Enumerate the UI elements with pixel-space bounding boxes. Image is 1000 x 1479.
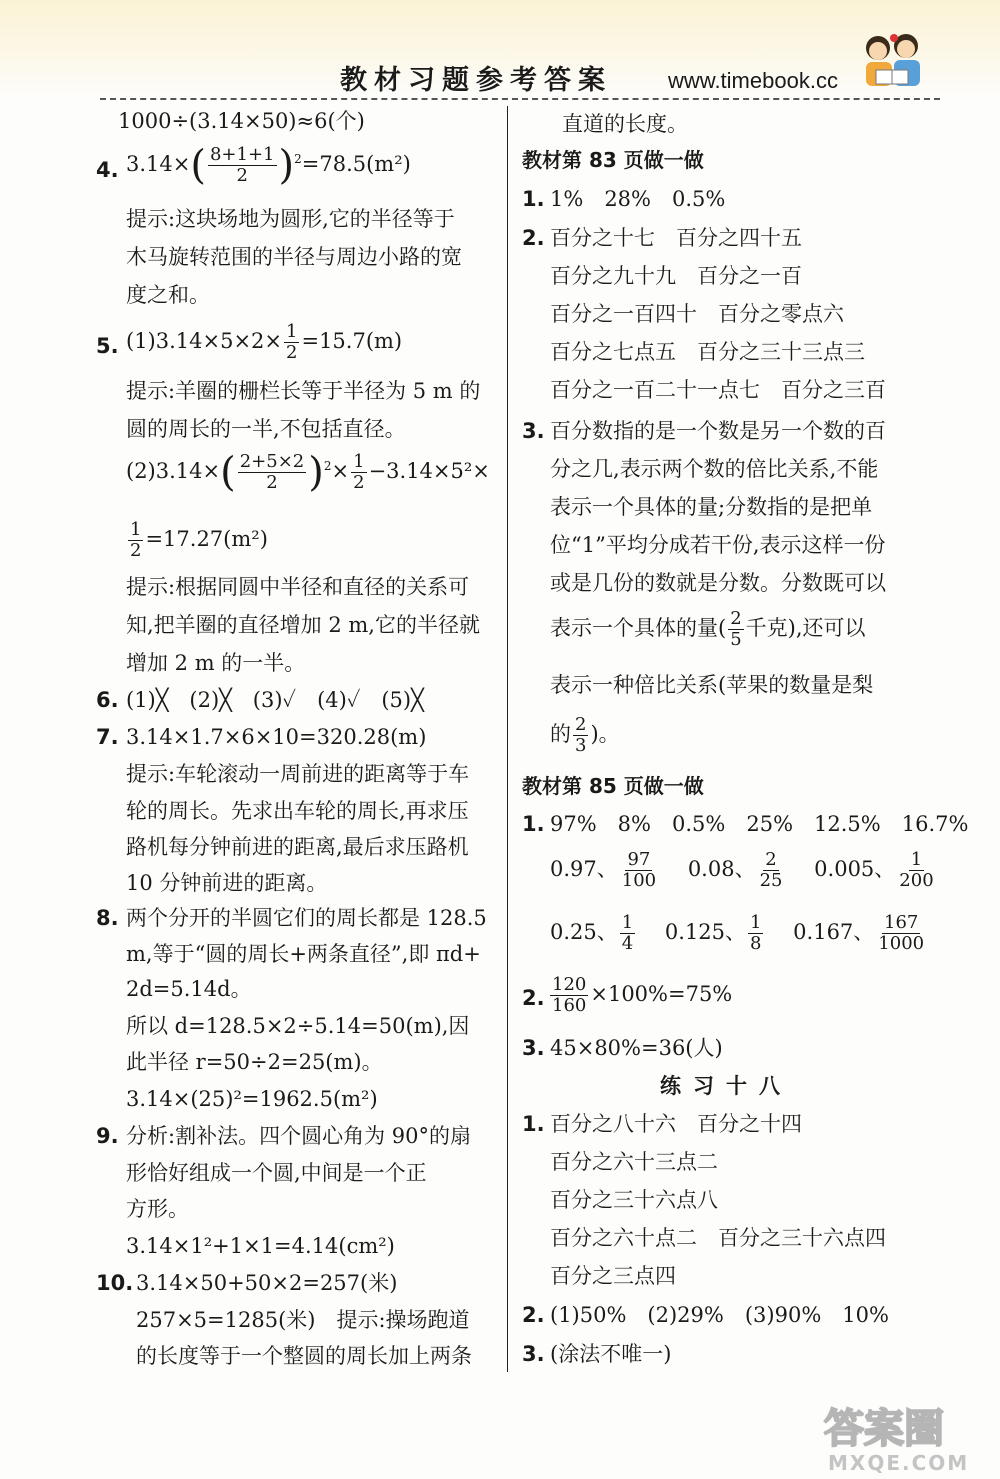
column-divider <box>507 106 508 1372</box>
e1-line: 百分之八十六 百分之十四 <box>550 1112 802 1136</box>
section-heading-p85: 教材第 85 页做一做 <box>522 774 704 798</box>
exercise-18-title: 练习十八 <box>660 1074 792 1098</box>
q5-hint-line: 圆的周长的一半,不包括直径。 <box>126 417 406 441</box>
q8-number: 8. <box>96 906 119 930</box>
q8-line: 所以 d=128.5×2÷5.14=50(m),因 <box>126 1014 470 1038</box>
r2-line: 百分之一百四十 百分之零点六 <box>550 302 844 326</box>
q5-hint-line: 提示:羊圈的栅栏长等于半径为 5 m 的 <box>126 379 481 403</box>
q7-number: 7. <box>96 725 119 749</box>
e2-number: 2. <box>522 1303 545 1327</box>
q10-line: 3.14×50+50×2=257(米) <box>136 1271 398 1295</box>
r2-line: 百分之一百二十一点七 百分之三百 <box>550 378 886 402</box>
watermark-logo <box>818 1398 993 1476</box>
r3-line: 表示一个具体的量;分数指的是把单 <box>550 495 873 519</box>
q8-line: 此半径 r=50÷2=25(m)。 <box>126 1050 383 1074</box>
q10-line: 257×5=1285(米) 提示:操场跑道 <box>136 1308 470 1332</box>
s1-percents: 97% 8% 0.5% 25% 12.5% 16.7% <box>550 812 969 836</box>
continuation-line: 直道的长度。 <box>562 112 688 136</box>
q6-answers: (1)╳ (2)╳ (3)✓ (4)✓ (5)╳ <box>126 688 424 712</box>
r2-line: 百分之七点五 百分之三十三点三 <box>550 340 865 364</box>
q9-number: 9. <box>96 1124 119 1148</box>
q6-number: 6. <box>96 688 119 712</box>
r1-answers: 1% 28% 0.5% <box>550 187 726 211</box>
r3-line: 分之几,表示两个数的倍比关系,不能 <box>550 457 879 481</box>
q5-hint-line: 提示:根据同圆中半径和直径的关系可 <box>126 575 470 599</box>
watermark-domain: MXQE.COM <box>828 1451 970 1475</box>
q5-hint-line: 增加 2 m 的一半。 <box>126 651 306 675</box>
r2-line: 百分之十七 百分之四十五 <box>550 226 802 250</box>
q10-number: 10. <box>96 1271 134 1295</box>
q9-line: 方形。 <box>126 1197 189 1221</box>
r3-line: 位“1”平均分成若干份,表示这样一份 <box>550 533 886 557</box>
s3-formula: 45×80%=36(人) <box>550 1036 723 1060</box>
q5-part1-formula: (1)3.14×5×2× $\frac{1}{2}$ =15.7(m) <box>126 321 403 363</box>
q5-number: 5. <box>96 334 119 358</box>
e1-line: 百分之六十三点二 <box>550 1150 718 1174</box>
q8-line: 2d=5.14d。 <box>126 977 252 1001</box>
e1-line: 百分之三点四 <box>550 1264 676 1288</box>
watermark-text: 答案圈 <box>824 1406 944 1452</box>
page-header-title: 教材习题参考答案 <box>340 65 612 96</box>
q7-hint-line: 轮的周长。先求出车轮的周长,再求压 <box>126 799 469 823</box>
q4-hint-line: 度之和。 <box>126 283 210 307</box>
s2-formula: $\frac{120}{160}$ ×100%=75% <box>552 974 733 1016</box>
r1-number: 1. <box>522 187 545 211</box>
q10-line: 的长度等于一个整圆的周长加上两条 <box>136 1344 472 1368</box>
q5-part2-result: $\frac{1}{2}$ =17.27(m²) <box>130 519 268 561</box>
q8-line: 两个分开的半圆它们的周长都是 128.5 <box>126 906 487 930</box>
s3-number: 3. <box>522 1036 545 1060</box>
e3-note: (涂法不唯一) <box>550 1342 672 1366</box>
section-heading-p83: 教材第 83 页做一做 <box>522 148 704 172</box>
s1-decimal-fraction-row: 0.97、 $\frac{97}{100}$ 0.08、 $\frac{2}{25}$ 0.005、 $\frac{1}{200}$ <box>550 849 934 891</box>
q7-hint-line: 提示:车轮滚动一周前进的距离等于车 <box>126 762 470 786</box>
r3-line-fraction: 的 $\frac{2}{3}$ )。 <box>550 714 620 756</box>
e3-number: 3. <box>522 1342 545 1366</box>
r3-line-fraction: 表示一个具体的量( $\frac{2}{5}$ 千克),还可以 <box>550 608 866 650</box>
r2-line: 百分之九十九 百分之一百 <box>550 264 802 288</box>
r2-number: 2. <box>522 226 545 250</box>
s1-decimal-fraction-row: 0.25、 $\frac{1}{4}$ 0.125、 $\frac{1}{8}$ 0.167、 $\frac{167}{1000}$ <box>550 912 925 954</box>
q9-line: 形恰好组成一个圆,中间是一个正 <box>126 1161 427 1185</box>
e1-line: 百分之六十点二 百分之三十六点四 <box>550 1226 886 1250</box>
q7-hint-line: 10 分钟前进的距离。 <box>126 871 328 895</box>
e1-number: 1. <box>522 1112 545 1136</box>
e1-line: 百分之三十六点八 <box>550 1188 718 1212</box>
header-divider <box>100 98 940 100</box>
q4-hint-line: 提示:这块场地为圆形,它的半径等于 <box>126 207 455 231</box>
r3-line: 表示一种倍比关系(苹果的数量是梨 <box>550 673 874 697</box>
s2-number: 2. <box>522 986 545 1010</box>
q4-hint-line: 木马旋转范围的半径与周边小路的宽 <box>126 245 462 269</box>
reading-children-icon <box>858 30 928 96</box>
q8-line: 3.14×(25)²=1962.5(m²) <box>126 1087 378 1111</box>
s1-number: 1. <box>522 812 545 836</box>
q4-number: 4. <box>96 158 119 182</box>
line-1000-calc: 1000÷(3.14×50)≈6(个) <box>118 109 365 133</box>
r3-line: 或是几份的数就是分数。分数既可以 <box>550 571 886 595</box>
q8-line: m,等于“圆的周长+两条直径”,即 πd+ <box>126 942 481 966</box>
q5-part2-formula: (2)3.14×( $\frac{2+5\times 2}{2}$ )$^2$× $\frac{1}{2}$ −3.14×5²× <box>126 449 490 496</box>
website-url[interactable]: www.timebook.cc <box>668 68 838 93</box>
q5-hint-line: 知,把羊圈的直径增加 2 m,它的半径就 <box>126 613 480 637</box>
r3-line: 百分数指的是一个数是另一个数的百 <box>550 419 886 443</box>
e2-answers: (1)50% (2)29% (3)90% 10% <box>550 1303 889 1327</box>
q7-formula: 3.14×1.7×6×10=320.28(m) <box>126 725 427 749</box>
r3-number: 3. <box>522 419 545 443</box>
q7-hint-line: 路机每分钟前进的距离,最后求压路机 <box>126 835 469 859</box>
q4-formula: 3.14×( $\frac{8+1+1}{2}$ )$^2$=78.5(m²) <box>126 142 411 189</box>
q9-line: 分析:割补法。四个圆心角为 90°的扇 <box>126 1124 471 1148</box>
q9-line: 3.14×1²+1×1=4.14(cm²) <box>126 1234 395 1258</box>
